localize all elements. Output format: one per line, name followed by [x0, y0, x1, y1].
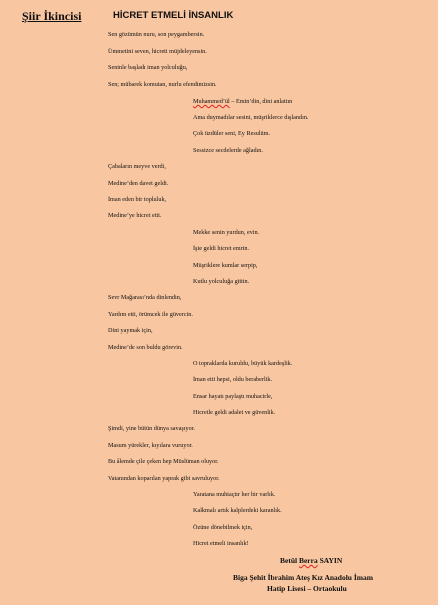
name-text: Muhammed’ül — [193, 98, 230, 105]
poem-line: Seninle başladı iman yolculuğu, — [108, 64, 188, 71]
poem-line: İman etti hepsi, oldu beraberlik. — [193, 376, 273, 383]
author-name — [280, 556, 342, 565]
author-first-name: Betül — [280, 556, 298, 565]
school-name-line2: Hatip Lisesi – Ortaokulu — [267, 584, 347, 593]
poem-line: Yaratana muhtaçtır her bir varlık. — [193, 491, 276, 498]
poem-line: Masum yürekler, kıyılara vuruyor. — [108, 442, 193, 449]
poem-line: Çabaların meyve verdi, — [108, 163, 166, 170]
poem-line: Bu âlemde çile çeken hep Müslüman oluyor. — [108, 458, 219, 465]
poem-line: Hicret etmeli insanlık! — [193, 540, 249, 547]
line-text: – Emin’din, dini anlattın — [229, 98, 293, 105]
poem-line: Kalkmalı artık kalplerdeki karanlık. — [193, 507, 282, 514]
poem-line: Yardım etti, örümcek ile güvercin. — [108, 311, 193, 318]
poem-line: Sevr Mağarası’nda dinlendin, — [108, 294, 182, 301]
poem-line: Özüne dönebilmek için, — [193, 524, 253, 531]
poem-line — [193, 98, 292, 106]
poem-line: Vatanından koparılan yaprak gibi savruluyor. — [108, 475, 220, 482]
poem-line: Medine’de son buldu görevin. — [108, 344, 183, 351]
poem-line: O topraklarda kuruldu, büyük kardeşlik. — [193, 360, 293, 367]
poem-line: Şimdi, yine bütün dünya savaşıyor. — [108, 425, 195, 432]
poem-line: Sessizce secdelerde ağladın. — [193, 147, 263, 154]
poem-line: Medine’ye hicret etti. — [108, 212, 162, 219]
poem-line: Sen; mübarek komutan, nurlu efendimizsin. — [108, 81, 217, 88]
poem-line: Sen gözümün nuru, son peygambersin. — [108, 31, 205, 38]
author-middle-name: Berra — [298, 556, 318, 565]
school-name-line1: Biga Şehit İbrahim Ateş Kız Anadolu İmam — [233, 573, 374, 582]
poem-line: Dini yaymak için, — [108, 327, 153, 334]
poem-line: Ümmetini seven, hicreti müjdeleyensin. — [108, 48, 207, 55]
poem-title: HİCRET ETMELİ İNSANLIK — [113, 10, 234, 21]
poem-line: Kutlu yolculuğa gittin. — [193, 278, 250, 285]
author-last-name: SAYIN — [319, 556, 343, 565]
poem-line: Medine’den davet geldi. — [108, 180, 169, 187]
category-label: Şiir İkincisi — [22, 9, 82, 23]
poem-line: İşte geldi hicret emrin. — [193, 245, 250, 252]
poem-line: Mekke senin yurdun, evin. — [193, 229, 260, 236]
poem-line: Ensar hayatı paylaştı muhacirle, — [193, 393, 273, 400]
poem-line: Hicretle geldi adalet ve güvenlik. — [193, 409, 276, 416]
poem-line: Çok üzdüler seni, Ey Resulüm. — [193, 130, 270, 137]
poem-line: Ama duymadılar sesini, müşriklerce dışlandın. — [193, 114, 309, 121]
poem-line: Müşriklere kumlar serpip, — [193, 262, 258, 269]
poem-line: İman eden bir topluluk, — [108, 196, 167, 203]
